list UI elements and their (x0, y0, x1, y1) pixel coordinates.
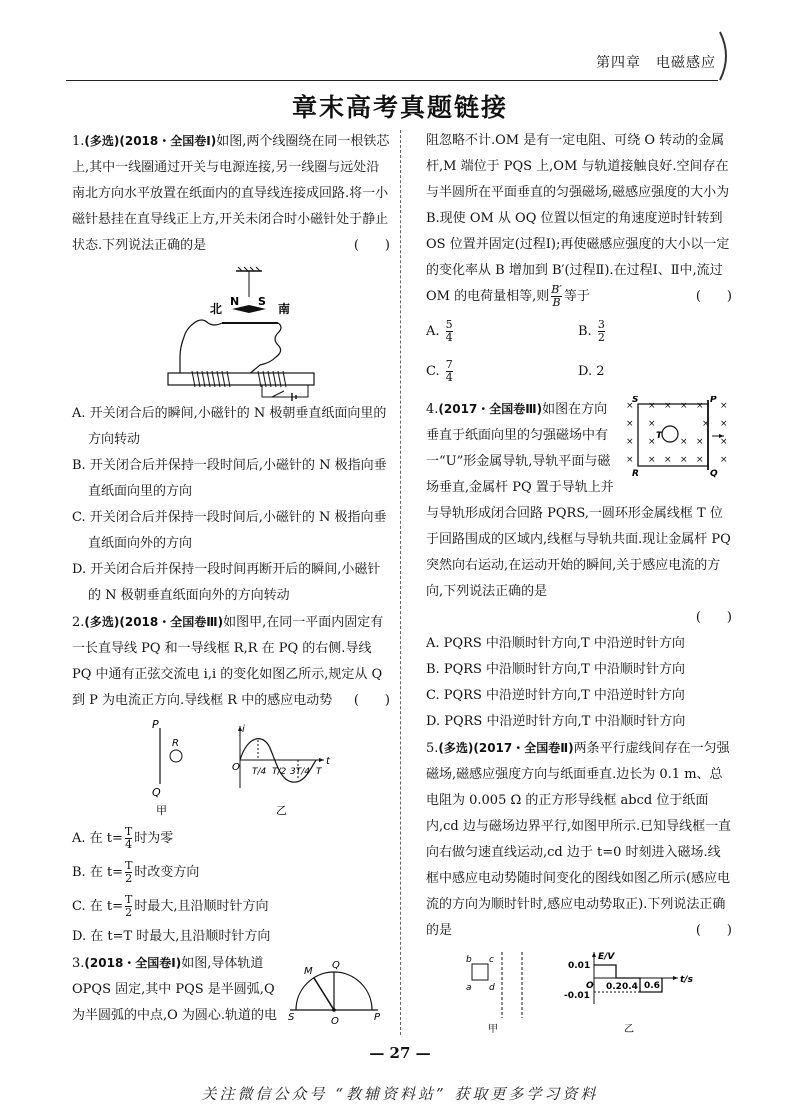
svg-text:×: × (664, 401, 672, 411)
q2-figure (72, 718, 390, 822)
q2-number: 2. (72, 615, 85, 630)
svg-text:×: × (702, 419, 710, 429)
q1-s-pole-label: S (258, 295, 266, 308)
question-3-right (426, 128, 732, 310)
q1-n-pole-label: N (230, 295, 240, 308)
q4-stem: 如图在方向垂直于纸面向里的匀强磁场中有一“U”形金属导轨,导轨平面与磁场垂直,金属杆 PQ 置于导轨上并与导轨形成闭合回路 PQRS,一圆环形金属线框 T 位于回路围成的区域内,线框与导轨共面.现让金属杆 PQ 突然向右运动,在运动开始的瞬间,关于感应电流的方向,下列说法正确的是 (426, 402, 731, 599)
question-2 (72, 609, 390, 714)
iron-core (168, 373, 314, 385)
q1-option-a: A. 开关闭合后的瞬间,小磁针的 N 极朝垂直纸面向里的方向转动 (72, 406, 387, 447)
q5-x3: 0.6 (644, 981, 660, 991)
svg-text:×: × (626, 419, 634, 429)
q3-option-b: B. $\frac{3}{2}$ (578, 318, 605, 344)
q5-figure (426, 952, 732, 1038)
q3-stem-end: 等于 (563, 289, 590, 304)
q1-south-label: 南 (278, 302, 291, 316)
q5-x2: 0.4 (622, 982, 638, 992)
q5-xlabel: t/s (680, 975, 693, 985)
q4-option-b: B. PQRS 中沿顺时针方向,T 中沿顺时针方向 (426, 662, 685, 677)
q5-c-label: c (489, 955, 494, 965)
q2-caption-jia: 甲 (156, 804, 167, 817)
q3-figure (286, 948, 386, 1028)
question-4 (426, 396, 732, 631)
q2-i-label: i (242, 724, 245, 735)
svg-text:×: × (648, 419, 656, 429)
question-5 (426, 735, 732, 944)
q2-answer-paren: ( ) (353, 693, 390, 708)
left-column (72, 128, 390, 1029)
q3-m-label: M (304, 966, 313, 977)
q5-y-pos: 0.01 (568, 961, 591, 971)
svg-text:×: × (626, 437, 634, 447)
q5-b-label: b (466, 955, 472, 965)
q4-r-label: R (632, 469, 639, 478)
svg-text:×: × (680, 401, 688, 411)
q5-answer-paren: ( ) (695, 923, 732, 938)
svg-text:×: × (680, 455, 688, 465)
q1-stem: 如图,两个线圈绕在同一根铁芯上,其中一线圈通过开关与电源连接,另一线圈与远处沿南北方向水平放置在纸面内的直导线连接成回路.将一小磁针悬挂在直导线正上方,开关未闭合时小磁针处于静止状态.下列说法正确的是 (72, 134, 390, 253)
header-bracket-decoration (716, 30, 736, 82)
q4-ring-t (662, 426, 678, 442)
page-number: — 27 — (369, 1044, 431, 1062)
svg-text:×: × (720, 437, 728, 447)
q4-number: 4. (426, 402, 439, 417)
q5-square-loop (472, 964, 488, 980)
q2-q-label: Q (152, 786, 161, 799)
q2-option-b: B. 在 t= $\frac{T}{2}$ 时改变方向 (72, 859, 200, 885)
q2-tick-t: T (316, 767, 322, 777)
q4-answer-paren: ( ) (695, 610, 732, 625)
svg-text:×: × (720, 401, 728, 411)
page-title: 章末高考真题链接 (291, 93, 508, 122)
q5-ylabel: E/V (598, 952, 615, 962)
q3-ratio-den: B (552, 296, 561, 309)
q5-o-label: O (586, 981, 594, 991)
q5-x1: 0.2 (606, 982, 622, 992)
q3-answer-paren: ( ) (695, 289, 732, 304)
svg-text:×: × (648, 401, 656, 411)
q4-q-label: Q (710, 469, 718, 478)
q3-option-c: C. $\frac{7}{4}$ (426, 358, 453, 384)
q4-figure (624, 396, 732, 478)
right-column (426, 128, 732, 1038)
footer-note: 关注微信公众号 “教辅资料站” 获取更多学习资料 (201, 1085, 599, 1103)
q2-caption-yi: 乙 (276, 804, 287, 817)
q5-caption-jia: 甲 (488, 1024, 498, 1035)
svg-text:×: × (648, 437, 656, 447)
q2-tick-t4: T/4 (252, 767, 267, 777)
q5-caption-yi: 乙 (624, 1024, 634, 1035)
q3-stem-right: 阻忽略不计.OM 是有一定电阻、可绕 O 转动的金属杆,M 端位于 PQS 上,OM 与轨道接触良好.空间存在与半圆所在平面垂直的匀强磁场,磁感应强度的大小为 B.现使 OM 从 OQ 位置以恒定的角速度逆时针转到 OS 位置并固定(过程Ⅰ);再使磁感应强度的大小以一定的变化率从 B 增加到 B′(过程Ⅱ).在过程Ⅰ、Ⅱ中,流过 OM 的电荷量相等,则 (426, 133, 730, 304)
q2-r-label: R (172, 738, 179, 749)
q2-loop-r (170, 750, 182, 762)
q3-option-a: A. $\frac{5}{4}$ (426, 318, 453, 344)
svg-text:×: × (696, 455, 704, 465)
column-divider (400, 130, 401, 1035)
q4-option-c: C. PQRS 中沿逆时针方向,T 中沿逆时针方向 (426, 688, 685, 703)
q1-number: 1. (72, 134, 85, 149)
q2-option-d: D. 在 t=T 时最大,且沿顺时针方向 (72, 929, 271, 944)
q2-t-label: t (326, 756, 330, 767)
q1-tag: (多选)(2018・全国卷Ⅰ) (84, 134, 217, 148)
q1-north-label: 北 (210, 302, 223, 316)
q1-answer-paren: ( ) (353, 238, 390, 253)
svg-text:×: × (720, 419, 728, 429)
q4-tag: (2017・全国卷Ⅲ) (438, 402, 543, 416)
q2-option-a: A. 在 t= $\frac{T}{4}$ 时为零 (72, 825, 174, 851)
q3-options-row-2 (426, 352, 732, 392)
q4-t-label: T (656, 431, 663, 441)
q2-o-label: O (232, 762, 240, 773)
q5-number: 5. (426, 741, 439, 756)
q3-number: 3. (72, 956, 85, 971)
question-1 (72, 128, 390, 259)
svg-text:×: × (696, 437, 704, 447)
q3-stem-left: 如图,导体轨道 OPQS 固定,其中 PQS 是半圆弧,Q 为半圆弧的中点,O 为圆心.轨道的电 (72, 956, 278, 1023)
q2-p-label: P (152, 718, 159, 731)
q5-y-neg: -0.01 (564, 991, 590, 1001)
q2-option-c: C. 在 t= $\frac{T}{2}$ 时最大,且沿顺时针方向 (72, 893, 269, 919)
q3-p-label: P (374, 1012, 381, 1023)
q1-option-d: D. 开关闭合后并保持一段时间再断开后的瞬间,小磁针的 N 极朝垂直纸面向外的方向转动 (72, 562, 381, 603)
q1-figure (72, 265, 390, 401)
q3-tag: (2018・全国卷Ⅰ) (84, 956, 182, 970)
q1-option-b: B. 开关闭合后并保持一段时间后,小磁针的 N 极指向垂直纸面向里的方向 (72, 458, 387, 499)
q2-tick-t2: T/2 (272, 767, 287, 777)
q4-option-a: A. PQRS 中沿顺时针方向,T 中沿逆时针方向 (426, 636, 685, 651)
svg-text:×: × (626, 455, 634, 465)
svg-text:×: × (626, 401, 634, 411)
q5-stem: 两条平行虚线间存在一匀强磁场,磁感应强度方向与纸面垂直.边长为 0.1 m、总电阻为 0.005 Ω 的正方形导线框 abcd 位于纸面内,cd 边与磁场边界平行,如图甲所示.已知导线框一直向右做匀速直线运动,cd 边于 t=0 时刻进入磁场.线框中感应电动势随时间变化的图线如图乙所示(感应电流的方向为顺时针时,感应电动势取正).下列说法正确的是 (426, 741, 732, 938)
header-rule (66, 80, 718, 81)
svg-text:×: × (720, 455, 728, 465)
q3-o-label: O (331, 1016, 339, 1027)
q2-stem: 如图甲,在同一平面内固定有一长直导线 PQ 和一导线框 R,R 在 PQ 的右侧.导线 PQ 中通有正弦交流电 i,i 的变化如图乙所示,规定从 Q 到 P 为电流正方向.导线框 R 中的感应电动势 (72, 615, 384, 708)
q3-s-label: S (288, 1012, 295, 1023)
q5-a-label: a (466, 983, 472, 993)
svg-text:×: × (664, 455, 672, 465)
q1-option-c: C. 开关闭合后并保持一段时间后,小磁针的 N 极指向垂直纸面向外的方向 (72, 510, 387, 551)
svg-text:×: × (696, 401, 704, 411)
q2-tick-3t4: 3T/4 (290, 767, 310, 777)
question-3-left (72, 950, 390, 1029)
q3-q-label: Q (332, 960, 340, 971)
q2-tag: (多选)(2018・全国卷Ⅲ) (84, 615, 224, 629)
q3-ratio-num: B′ (551, 283, 562, 296)
q5-d-label: d (489, 983, 495, 993)
q3-option-d: D. 2 (578, 364, 605, 379)
q4-s-label: S (632, 396, 639, 405)
svg-text:×: × (680, 437, 688, 447)
q4-option-d: D. PQRS 中沿逆时针方向,T 中沿顺时针方向 (426, 714, 686, 729)
chapter-header: 第四章 电磁感应 (596, 55, 716, 71)
q4-p-label: P (710, 396, 717, 405)
svg-text:×: × (648, 455, 656, 465)
q5-tag: (多选)(2017・全国卷Ⅱ) (438, 741, 574, 755)
q3-options-row-1 (426, 312, 732, 352)
